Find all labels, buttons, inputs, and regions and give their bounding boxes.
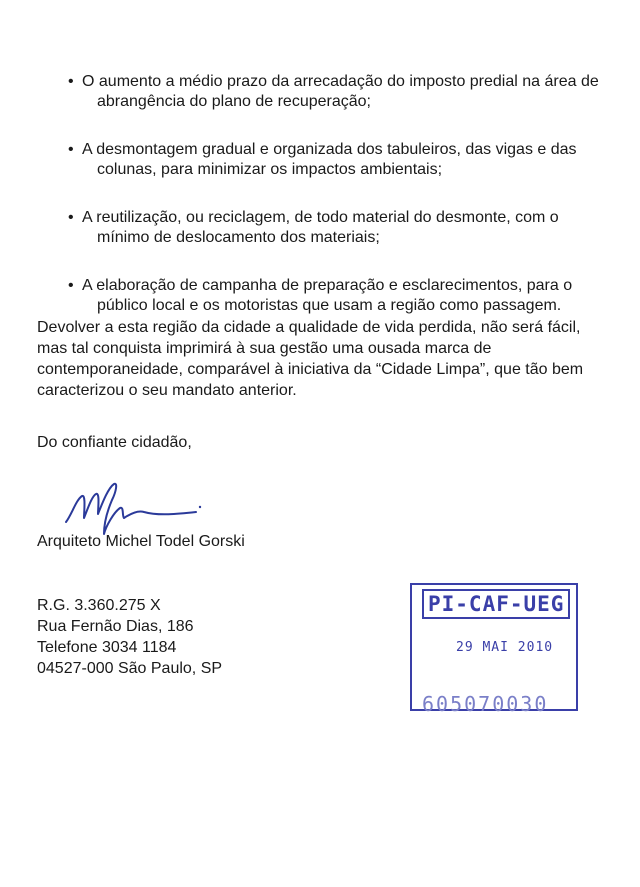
bullet-text: colunas, para minimizar os impactos ambientais; — [97, 161, 443, 178]
address-line: R.G. 3.360.275 X — [37, 597, 161, 614]
bullet-item — [68, 140, 638, 180]
stamp-number: 605070030 — [422, 692, 549, 716]
bullet-text: A reutilização, ou reciclagem, de todo material do desmonte, com o — [82, 209, 559, 226]
sender-address — [37, 595, 222, 679]
closing-paragraph — [37, 317, 637, 401]
handwritten-signature — [58, 478, 208, 540]
bullet-item — [68, 208, 638, 248]
bullet-text: A elaboração de campanha de preparação e esclarecimentos, para o — [82, 277, 573, 294]
signature-name: Arquiteto Michel Todel Gorski — [37, 533, 245, 550]
bullet-text: mínimo de deslocamento dos materiais; — [97, 229, 380, 246]
bullet-dot: • — [68, 277, 74, 294]
stamp-code: PI-CAF-UEG — [422, 589, 570, 619]
bullet-text: O aumento a médio prazo da arrecadação do imposto predial na área de — [82, 73, 599, 90]
bullet-text: A desmontagem gradual e organizada dos tabuleiros, das vigas e das — [82, 141, 577, 158]
address-line: 04527-000 São Paulo, SP — [37, 660, 223, 677]
bullet-text: abrangência do plano de recuperação; — [97, 93, 371, 110]
address-line: Telefone 3034 1184 — [37, 639, 177, 656]
stamp-date: 29 MAI 2010 — [456, 640, 554, 655]
paragraph-line: mas tal conquista imprimirá à sua gestão uma ousada marca de — [37, 340, 492, 357]
bullet-item — [68, 72, 638, 112]
paragraph-line: Devolver a esta região da cidade a qualidade de vida perdida, não será fácil, — [37, 319, 581, 336]
bullet-list — [68, 72, 638, 344]
bullet-dot: • — [68, 73, 74, 90]
bullet-item — [68, 276, 638, 316]
address-line: Rua Fernão Dias, 186 — [37, 618, 194, 635]
salutation: Do confiante cidadão, — [37, 434, 192, 451]
paragraph-line: caracterizou o seu mandato anterior. — [37, 382, 297, 399]
bullet-text: público local e os motoristas que usam a região como passagem. — [97, 297, 562, 314]
bullet-dot: • — [68, 141, 74, 158]
paragraph-line: contemporaneidade, comparável à iniciativa da “Cidade Limpa”, que tão bem — [37, 361, 584, 378]
bullet-dot: • — [68, 209, 74, 226]
protocol-stamp — [410, 583, 578, 716]
